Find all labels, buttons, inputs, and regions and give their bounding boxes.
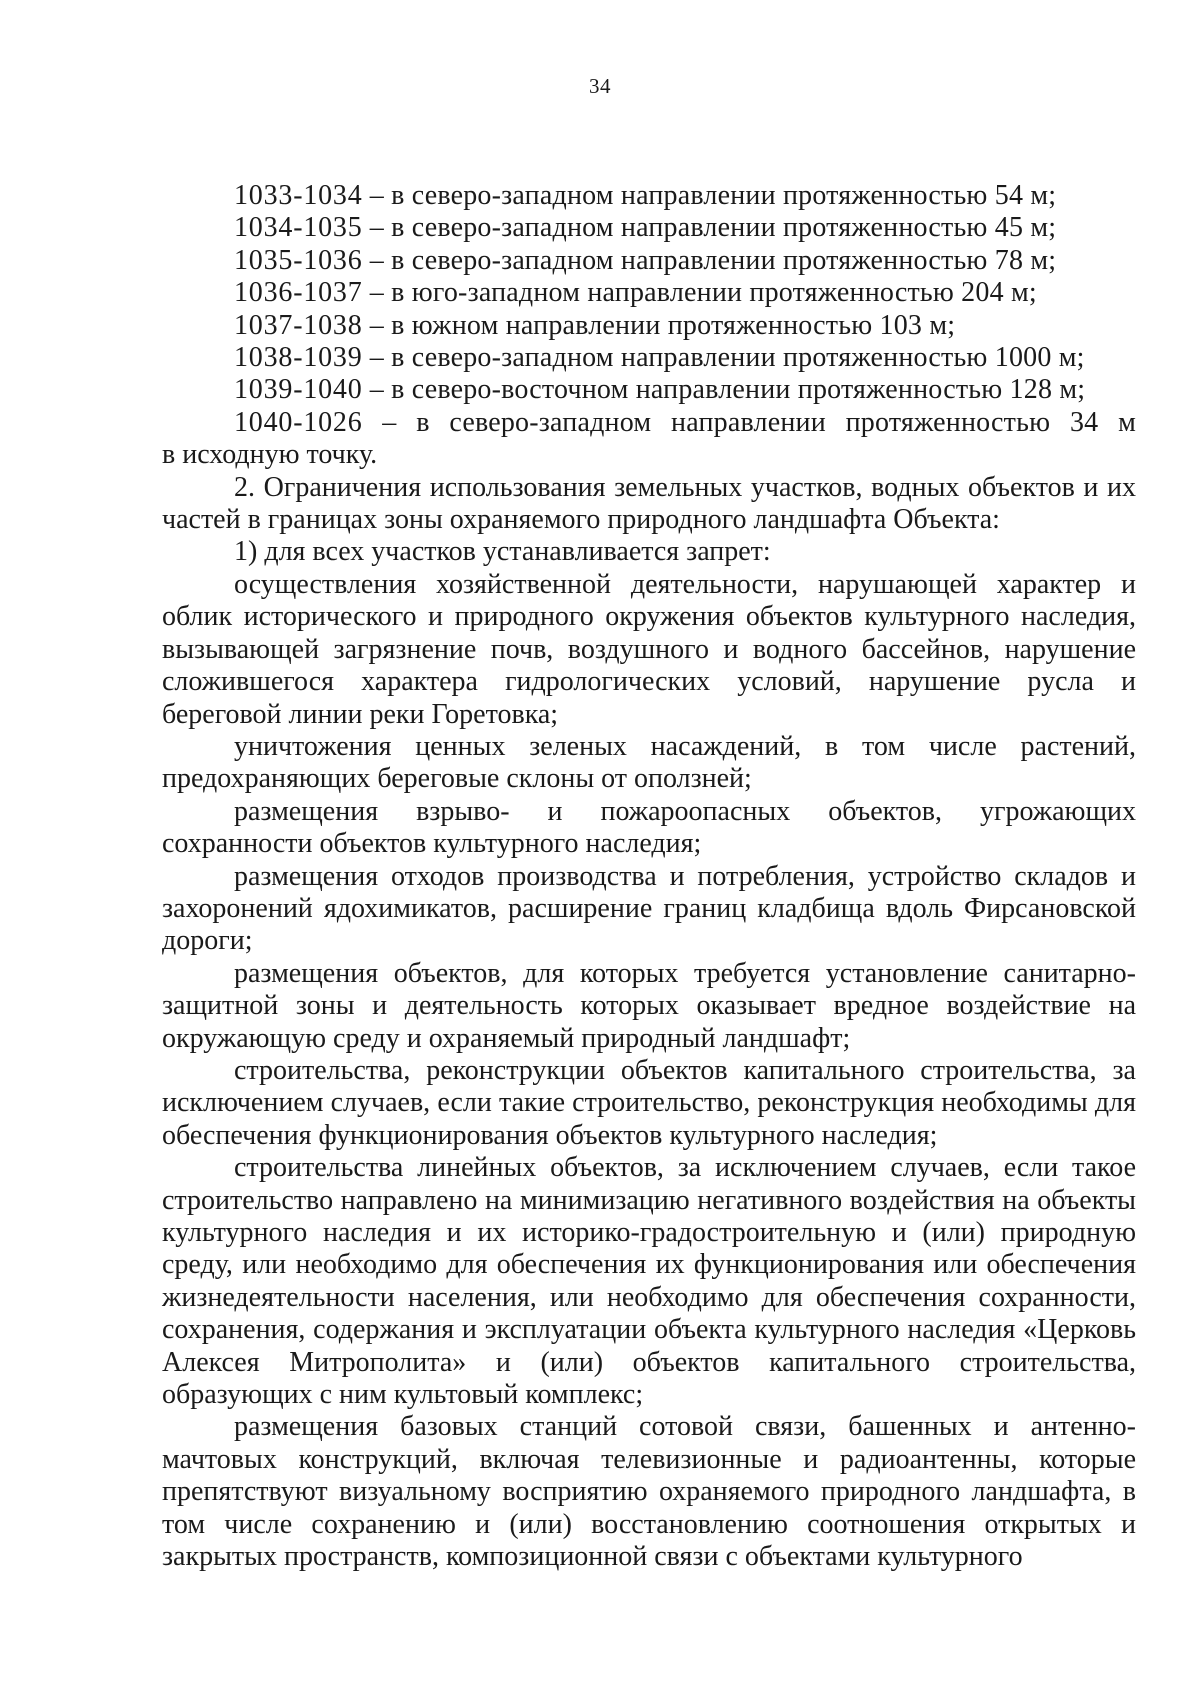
restriction-item: размещения отходов производства и потребления, устройство складов и захоронений ядохимикатов, расширение границ кладбища вдоль Фирсановской дороги; [162,860,1136,957]
segment-id: 1034-1035 [234,212,363,244]
segment-continuation: в исходную точку. [162,439,378,471]
boundary-segment-last [162,407,1136,439]
segment-text: – в юго-западном направлении протяженностью 204 м; [369,277,1037,309]
section-2 [162,472,1136,1574]
segment-text: – в северо-западном направлении протяженностью 1000 м; [369,342,1085,374]
segment-id: 1038-1039 [234,342,363,374]
page-number: 34 [589,74,611,98]
boundary-segment [162,212,1136,244]
section-subheading: 1) для всех участков устанавливается запрет: [234,536,771,568]
segment-id: 1040-1026 [234,406,363,438]
restriction-item: осуществления хозяйственной деятельности, нарушающей характер и облик исторического и природного окружения объектов культурного наследия, вызывающей загрязнение почв, воздушного и водного бассейнов, нарушение сложившегося характера гидрологических условий, нарушение русла и береговой линии реки Горетовка; [162,568,1136,730]
segment-text: – в северо-западном направлении протяженностью 54 м; [369,180,1057,211]
document-body [162,180,1136,1573]
segment-id: 1039-1040 [234,374,363,406]
segment-id: 1037-1038 [234,309,363,341]
segment-id: 1036-1037 [234,277,363,309]
restriction-item: размещения базовых станций сотовой связи, башенных и антенно-мачтовых конструкций, включая телевизионные и радиоантенны, которые препятствуют визуальному восприятию охраняемого природного ландшафта, в том числе сохранению и (или) восстановлению соотношения открытых и закрытых пространств, композиционной связи с объектами культурного [162,1411,1136,1573]
boundary-segment [162,245,1136,277]
restriction-item: размещения объектов, для которых требуется установление санитарно-защитной зоны и деятельность которых оказывает вредное воздействие на окружающую среду и охраняемый природный ландшафт; [162,957,1136,1054]
boundary-segment [162,374,1136,406]
restriction-item: строительства, реконструкции объектов капитального строительства, за исключением случаев, если такие строительство, реконструкция необходимы для обеспечения функционирования объектов культурного наследия; [162,1054,1136,1151]
restriction-item: строительства линейных объектов, за исключением случаев, если такое строительство направлено на минимизацию негативного воздействия на объекты культурного наследия и их историко-градостроительную и (или) природную среду, или необходимо для обеспечения их функционирования или обеспечения жизнедеятельности населения, или необходимо для обеспечения сохранности, сохранения, содержания и эксплуатации объекта культурного наследия «Церковь Алексея Митрополита» и (или) объектов капитального строительства, образующих с ним культовый комплекс; [162,1152,1136,1411]
boundary-segment [162,310,1136,342]
segment-text: – в северо-западном направлении протяженностью 78 м; [369,244,1057,276]
segment-id: 1035-1036 [234,244,363,276]
restriction-item: уничтожения ценных зеленых насаждений, в том числе растений, предохраняющих береговые склоны от оползней; [162,730,1136,795]
boundary-segment [162,180,1136,212]
segment-id: 1033-1034 [234,180,363,211]
restriction-item: размещения взрыво- и пожароопасных объектов, угрожающих сохранности объектов культурного наследия; [162,795,1136,860]
section-heading: 2. Ограничения использования земельных участков, водных объектов и их частей в границах зоны охраняемого природного ландшафта Объекта: [162,471,1136,536]
segment-text: – в северо-западном направлении протяженностью 45 м; [369,212,1057,244]
segment-text: – в северо-восточном направлении протяженностью 128 м; [369,374,1086,406]
segment-text: – в северо-западном направлении протяженностью 34 м [382,406,1136,438]
boundary-segments-list [162,180,1136,472]
boundary-segment [162,342,1136,374]
boundary-segment [162,277,1136,309]
segment-text: – в южном направлении протяженностью 103 м; [369,309,956,341]
